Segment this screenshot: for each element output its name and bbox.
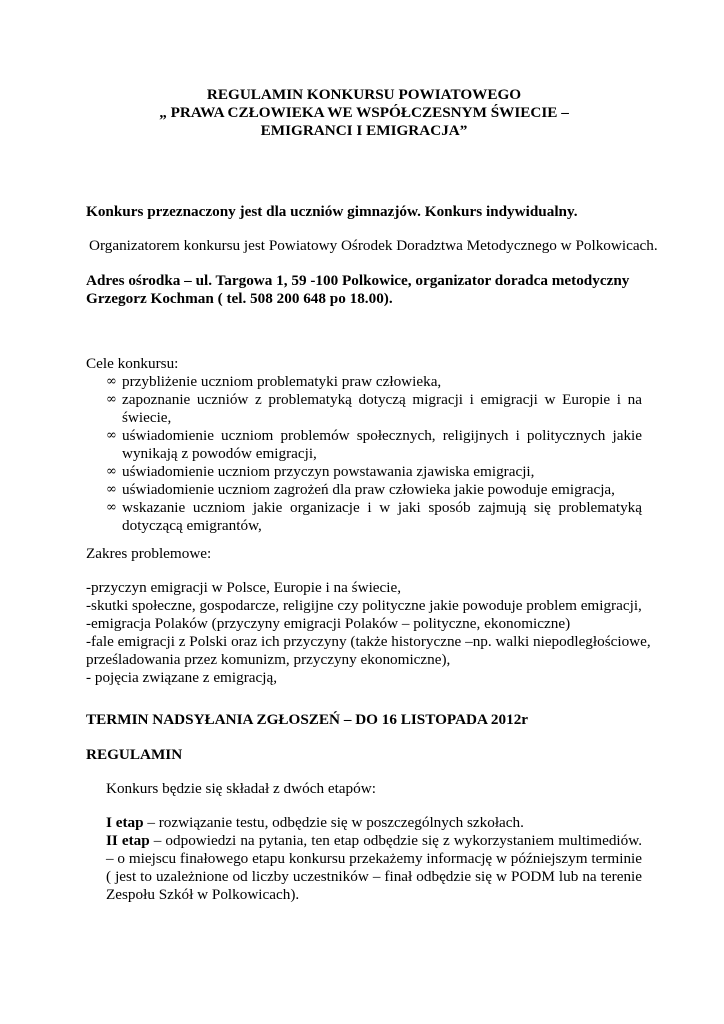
scope-line: -przyczyn emigracji w Polsce, Europie i na świecie, — [86, 579, 402, 596]
document-title — [86, 86, 642, 140]
title-line-3: EMIGRANCI I EMIGRACJA” — [260, 122, 468, 139]
title-line-1: REGULAMIN KONKURSU POWIATOWEGO — [206, 86, 522, 103]
stages-description — [106, 814, 642, 904]
stage-1 — [106, 814, 642, 832]
address-line-2: Grzegorz Kochman ( tel. 508 200 648 po 18.00). — [86, 290, 393, 307]
stage-1-label: I etap — [106, 814, 144, 831]
stage-2-text: – odpowiedzi na pytania, ten etap odbędzie się z wykorzystaniem multimediów. – o miejscu finałowego etapu konkursu przekażemy informację w późniejszym terminie ( jest to uzależnione od liczby uczestników – finał odbędzie się w PODM lub na terenie Zespołu Szkół w Polkowicach). — [106, 832, 642, 903]
infinity-bullet-icon: ∞ — [106, 374, 117, 389]
address-line-1: Adres ośrodka – ul. Targowa 1, 59 -100 Polkowice, organizator doradca metodyczny — [86, 272, 630, 289]
goals-list — [86, 373, 642, 535]
rules-heading: REGULAMIN — [86, 746, 183, 763]
list-item: ∞ uświadomienie uczniom przyczyn powstawania zjawiska emigracji, — [106, 463, 535, 480]
infinity-bullet-icon: ∞ — [106, 482, 117, 497]
stage-2 — [106, 832, 642, 904]
scope-line: -fale emigracji z Polski oraz ich przyczyny (także historyczne –np. walki niepodległościowe, — [86, 633, 651, 650]
list-item: ∞ przybliżenie uczniom problematyki praw człowieka, — [106, 373, 442, 390]
stages-intro: Konkurs będzie się składał z dwóch etapów: — [106, 780, 376, 797]
infinity-bullet-icon: ∞ — [106, 464, 117, 479]
title-line-2: „ PRAWA CZŁOWIEKA WE WSPÓŁCZESNYM ŚWIECIE – — [159, 104, 569, 121]
infinity-bullet-icon: ∞ — [106, 428, 117, 443]
stage-2-label: II etap — [106, 832, 150, 849]
scope-line: -skutki społeczne, gospodarcze, religijne czy polityczne jakie powoduje problem emigracji, — [86, 597, 642, 614]
list-item: ∞ wskazanie uczniom jakie organizacje i w jaki sposób zajmują się problematyką dotyczącą emigrantów, — [106, 499, 642, 534]
list-item: ∞ uświadomienie uczniom problemów społecznych, religijnych i politycznych jakie wynikają z powodów emigracji, — [106, 427, 642, 462]
scope-heading: Zakres problemowe: — [86, 545, 212, 562]
document-page — [86, 0, 658, 1024]
list-item: ∞ uświadomienie uczniom zagrożeń dla praw człowieka jakie powoduje emigracja, — [106, 481, 615, 498]
goals-heading: Cele konkursu: — [86, 355, 179, 372]
deadline-heading: TERMIN NADSYŁANIA ZGŁOSZEŃ – DO 16 LISTOPADA 2012r — [86, 711, 529, 728]
intro-address — [86, 272, 642, 308]
list-item: ∞ zapoznanie uczniów z problematyką dotyczą migracji i emigracji w Europie i na świecie, — [106, 391, 642, 426]
intro-organizer: Organizatorem konkursu jest Powiatowy Ośrodek Doradztwa Metodycznego w Polkowicach. — [89, 237, 658, 254]
intro-for-whom: Konkurs przeznaczony jest dla uczniów gimnazjów. Konkurs indywidualny. — [86, 203, 578, 220]
infinity-bullet-icon: ∞ — [106, 392, 117, 407]
scope-line: -emigracja Polaków (przyczyny emigracji Polaków – polityczne, ekonomiczne) — [86, 615, 571, 632]
stage-1-text: – rozwiązanie testu, odbędzie się w poszczególnych szkołach. — [143, 814, 524, 831]
infinity-bullet-icon: ∞ — [106, 500, 117, 515]
scope-list — [86, 579, 651, 687]
scope-line: - pojęcia związane z emigracją, — [86, 669, 277, 686]
scope-line: prześladowania przez komunizm, przyczyny ekonomiczne), — [86, 651, 451, 668]
